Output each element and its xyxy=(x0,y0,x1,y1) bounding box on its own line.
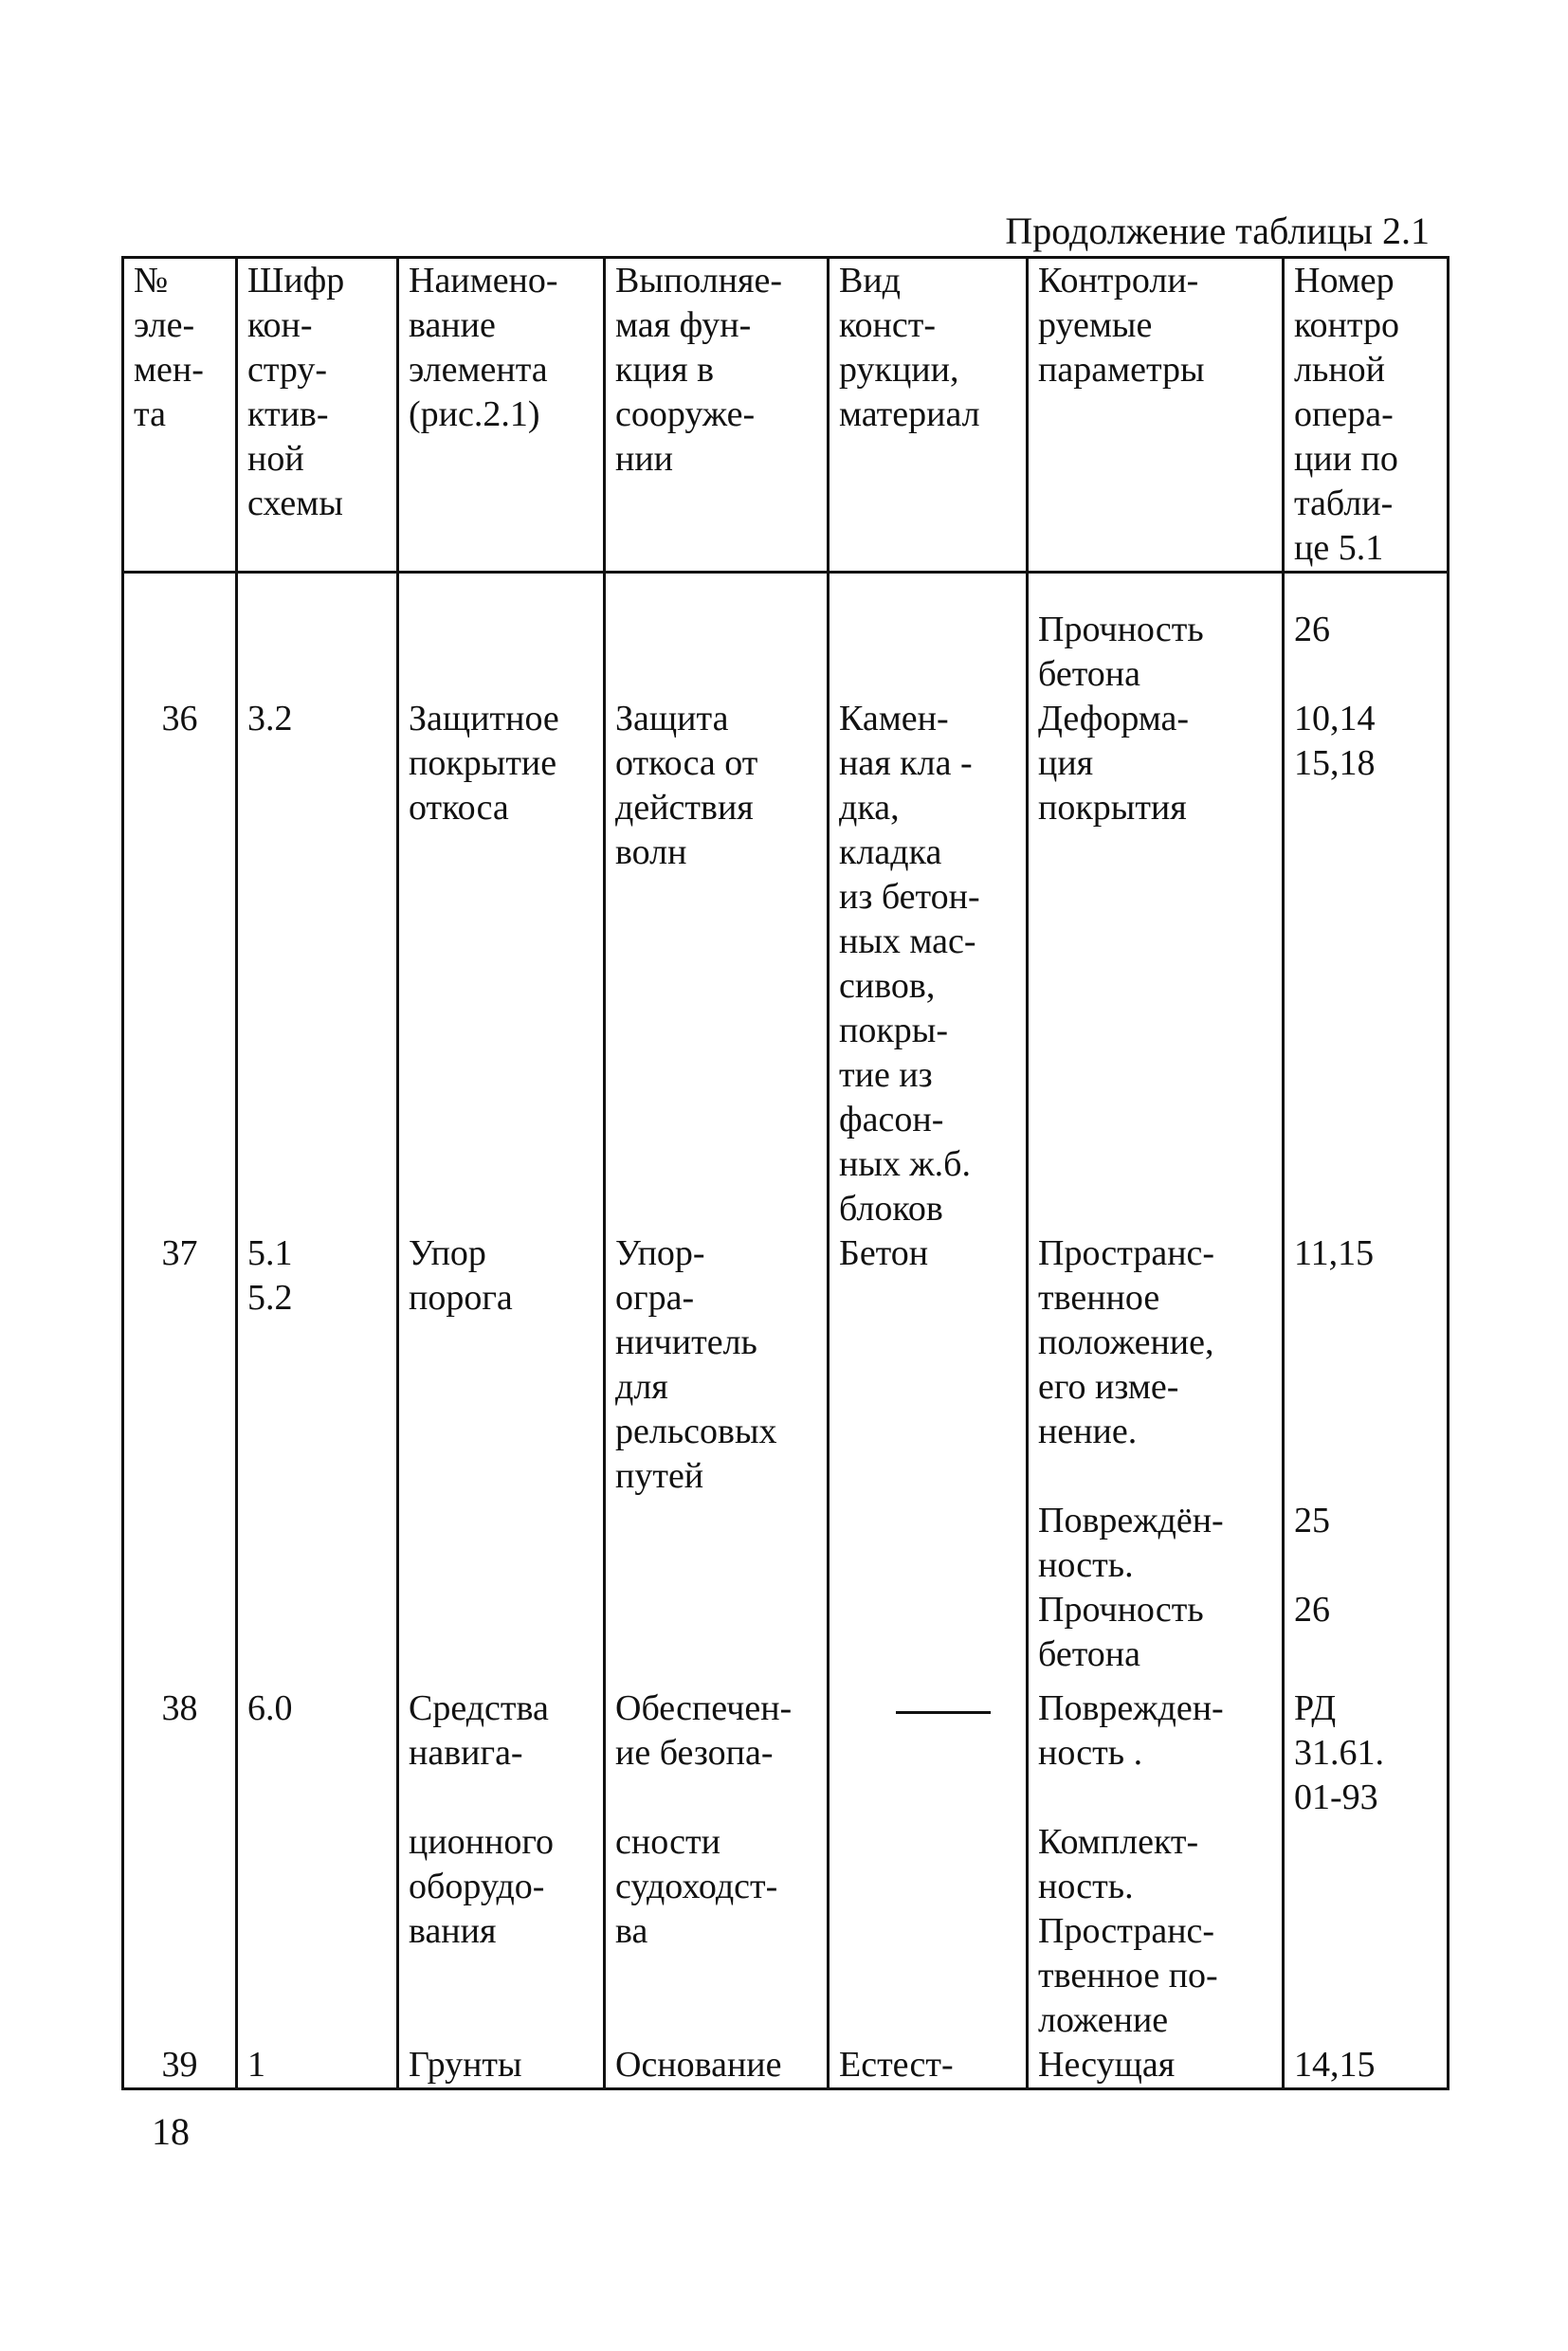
column-header-element-number: № эле- мен- та xyxy=(123,258,237,573)
cell-operation: 11,15 25 26 xyxy=(1284,1231,1449,1686)
cell-parameters: Поврежден- ность . Комплект- ность. Пространс- твенное по- ложение xyxy=(1028,1686,1284,2043)
cell-number: 37 xyxy=(123,1231,237,1686)
cell-number: 38 xyxy=(123,1686,237,2043)
cell-function: Основание xyxy=(605,2043,829,2089)
empty-value-dash xyxy=(896,1686,991,1714)
page-number: 18 xyxy=(152,2110,190,2153)
cell-material: Естест- xyxy=(829,2043,1028,2089)
table-row xyxy=(123,1686,1449,2043)
cell-name: Упор порога xyxy=(398,1231,605,1686)
cell-name: Защитное покрытие откоса xyxy=(398,573,605,1232)
cell-function: Упор- огра- ничитель для рельсовых путей xyxy=(605,1231,829,1686)
cell-material xyxy=(829,1686,1028,2043)
cell-name: Грунты xyxy=(398,2043,605,2089)
table-row xyxy=(123,573,1449,1232)
cell-operation: 14,15 xyxy=(1284,2043,1449,2089)
table-header-row xyxy=(123,258,1449,573)
column-header-operation-number: Номер контро льной опера- ции по табли- це 5.1 xyxy=(1284,258,1449,573)
column-header-controlled-parameters: Контроли- руемые параметры xyxy=(1028,258,1284,573)
cell-code: 5.1 5.2 xyxy=(237,1231,398,1686)
cell-number: 36 xyxy=(123,573,237,1232)
column-header-construction-type: Вид конст- рукции, материал xyxy=(829,258,1028,573)
cell-operation: РД 31.61. 01-93 xyxy=(1284,1686,1449,2043)
cell-number: 39 xyxy=(123,2043,237,2089)
cell-name: Средства навига- ционного оборудо- вания xyxy=(398,1686,605,2043)
cell-code: 3.2 xyxy=(237,573,398,1232)
column-header-scheme-code: Шифр кон- стру- ктив- ной схемы xyxy=(237,258,398,573)
cell-material: Бетон xyxy=(829,1231,1028,1686)
cell-parameters: Несущая xyxy=(1028,2043,1284,2089)
cell-parameters: Пространс- твенное положение, его изме- нение. Повреждён- ность. Прочность бетона xyxy=(1028,1231,1284,1686)
cell-operation: 26 10,14 15,18 xyxy=(1284,573,1449,1232)
specification-table xyxy=(121,256,1449,2090)
cell-function: Обеспечен- ие безопа- сности судоходст- ва xyxy=(605,1686,829,2043)
table-row xyxy=(123,2043,1449,2089)
column-header-function: Выполняе- мая фун- кция в сооруже- нии xyxy=(605,258,829,573)
cell-parameters: Прочность бетона Деформа- ция покрытия xyxy=(1028,573,1284,1232)
column-header-element-name: Наимено- вание элемента (рис.2.1) xyxy=(398,258,605,573)
cell-function: Защита откоса от действия волн xyxy=(605,573,829,1232)
cell-code: 6.0 xyxy=(237,1686,398,2043)
table-continuation-label: Продолжение таблицы 2.1 xyxy=(1005,210,1430,252)
cell-code: 1 xyxy=(237,2043,398,2089)
table-row xyxy=(123,1231,1449,1686)
cell-material: Камен- ная кла - дка, кладка из бетон- ных мас- сивов, покры- тие из фасон- ных ж.б. блоков xyxy=(829,573,1028,1232)
